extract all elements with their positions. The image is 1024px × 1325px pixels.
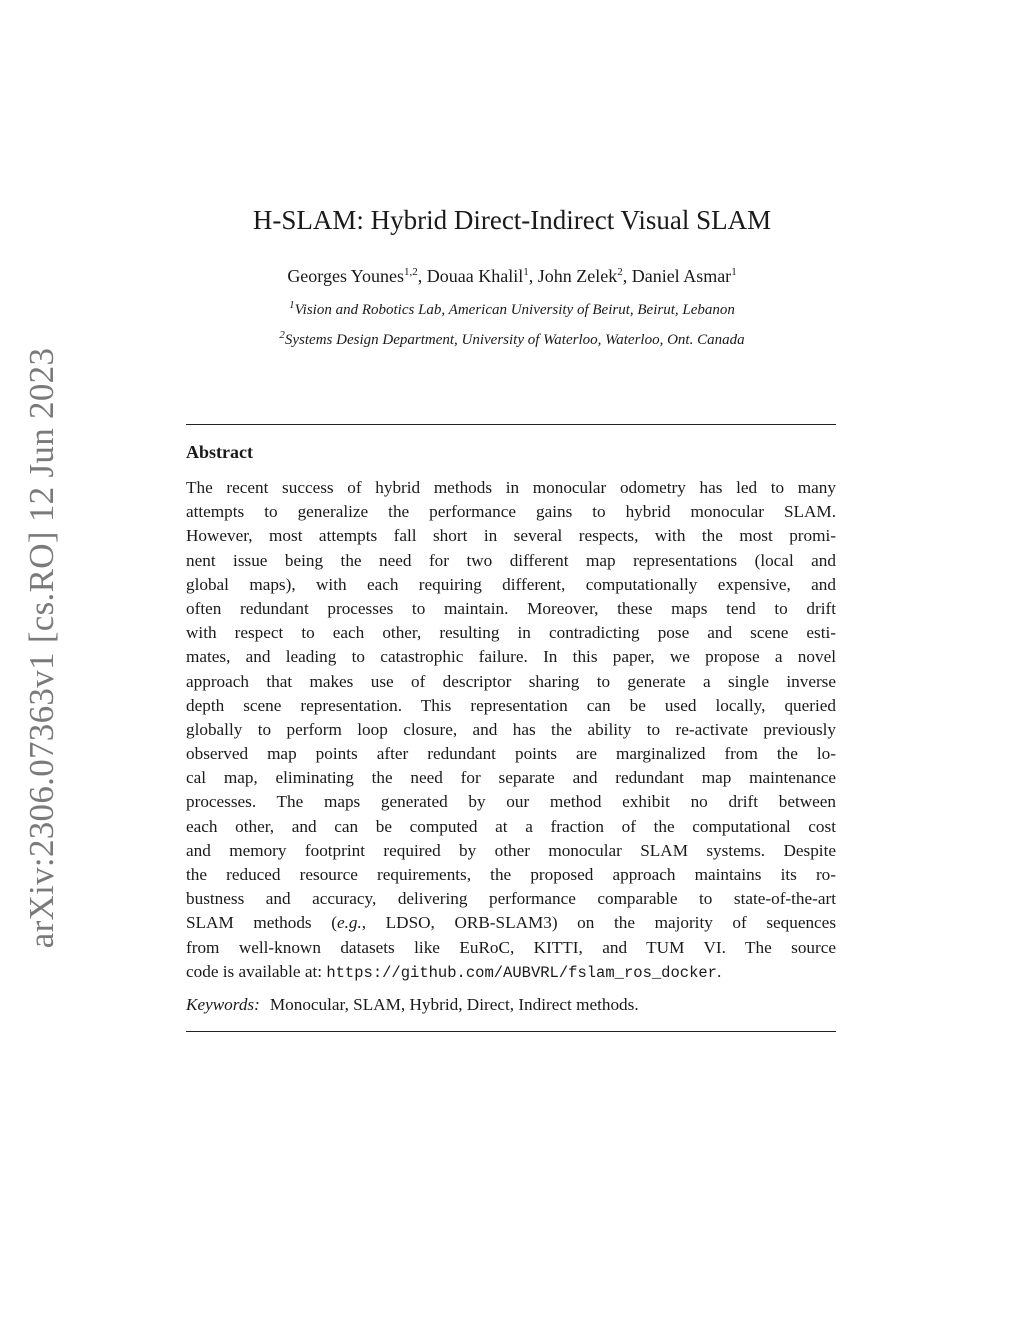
author-affiliation-marker: 1: [731, 266, 737, 278]
abstract-line: each other, and can be computed at a fraction of the computational cost: [186, 816, 836, 836]
abstract-text: .: [716, 961, 722, 981]
author-name: Daniel Asmar: [631, 266, 732, 286]
author-affiliation-marker: 2: [617, 266, 623, 278]
abstract-line: observed map points after redundant points are marginalized from the lo-: [186, 744, 836, 764]
abstract-line: global maps), with each requiring different, computationally expensive, and: [186, 574, 836, 594]
affiliation-marker: 2: [279, 329, 285, 341]
keywords: [186, 993, 836, 1017]
abstract-line: with respect to each other, resulting in contradicting pose and scene esti-: [186, 623, 836, 643]
abstract-line: from well-known datasets like EuRoC, KITTI, and TUM VI. The source: [186, 937, 836, 957]
source-code-link[interactable]: https://github.com/AUBVRL/fslam_ros_docker: [326, 963, 717, 982]
abstract-line: nent issue being the need for two different map representations (local and: [186, 550, 836, 570]
abstract-line: processes. The maps generated by our method exhibit no drift between: [186, 792, 836, 812]
abstract-body: [186, 476, 836, 984]
abstract-text: , LDSO, ORB-SLAM3) on the majority of sequences: [361, 913, 837, 933]
abstract-line: [186, 911, 836, 935]
abstract-heading: Abstract: [186, 442, 253, 462]
abstract-text: SLAM methods (: [186, 913, 337, 933]
abstract-line: However, most attempts fall short in several respects, with the most promi-: [186, 526, 836, 546]
abstract-line: globally to perform loop closure, and has the ability to re-activate previously: [186, 719, 836, 739]
abstract-line: the reduced resource requirements, the proposed approach maintains its ro-: [186, 865, 836, 884]
abstract-bottom-rule: [186, 1031, 836, 1032]
abstract-line: [186, 960, 836, 984]
abstract-line: often redundant processes to maintain. Moreover, these maps tend to drift: [186, 598, 836, 618]
abstract-line: depth scene representation. This representation can be used locally, queried: [186, 695, 836, 715]
keywords-label: Keywords:: [186, 995, 260, 1014]
abstract-line: and memory footprint required by other monocular SLAM systems. Despite: [186, 840, 836, 860]
abstract-text: code is available at:: [186, 961, 327, 981]
author-name: Georges Younes: [287, 266, 404, 286]
author-name: John Zelek: [537, 266, 618, 286]
abstract-line: bustness and accuracy, delivering performance comparable to state-of-the-art: [186, 889, 836, 909]
affiliation: [0, 299, 1024, 321]
affiliation-text: Vision and Robotics Lab, American University of Beirut, Beirut, Lebanon: [294, 302, 735, 318]
abstract-emphasis: e.g.: [336, 913, 362, 933]
author-name: Douaa Khalil: [426, 266, 524, 286]
author-affiliation-marker: 1: [523, 266, 529, 278]
affiliation-text: Systems Design Department, University of Waterloo, Waterloo, Ont. Canada: [284, 332, 745, 348]
keywords-text: Monocular, SLAM, Hybrid, Direct, Indirect methods.: [269, 995, 639, 1014]
author-list: Georges Younes$^{1,2}$, Douaa Khalil$^1$, John Zelek$^2$, Daniel Asmar$^1$: [287, 266, 737, 286]
abstract-line: cal map, eliminating the need for separate and redundant map maintenance: [186, 768, 836, 788]
abstract-line: approach that makes use of descriptor sharing to generate a single inverse: [186, 671, 836, 691]
abstract-line: attempts to generalize the performance gains to hybrid monocular SLAM.: [186, 502, 836, 522]
abstract-line: mates, and leading to catastrophic failure. In this paper, we propose a novel: [186, 647, 836, 667]
arxiv-identifier-stamp: arXiv:2306.07363v1 [cs.RO] 12 Jun 2023: [22, 347, 61, 949]
paper-title: H-SLAM: Hybrid Direct-Indirect Visual SLAM: [252, 205, 772, 235]
abstract-line: The recent success of hybrid methods in monocular odometry has led to many: [186, 478, 836, 497]
affiliation-marker: 1: [289, 299, 295, 311]
abstract-top-rule: [186, 424, 836, 425]
author-affiliation-marker: 1,2: [404, 266, 418, 278]
affiliation: [0, 329, 1024, 351]
